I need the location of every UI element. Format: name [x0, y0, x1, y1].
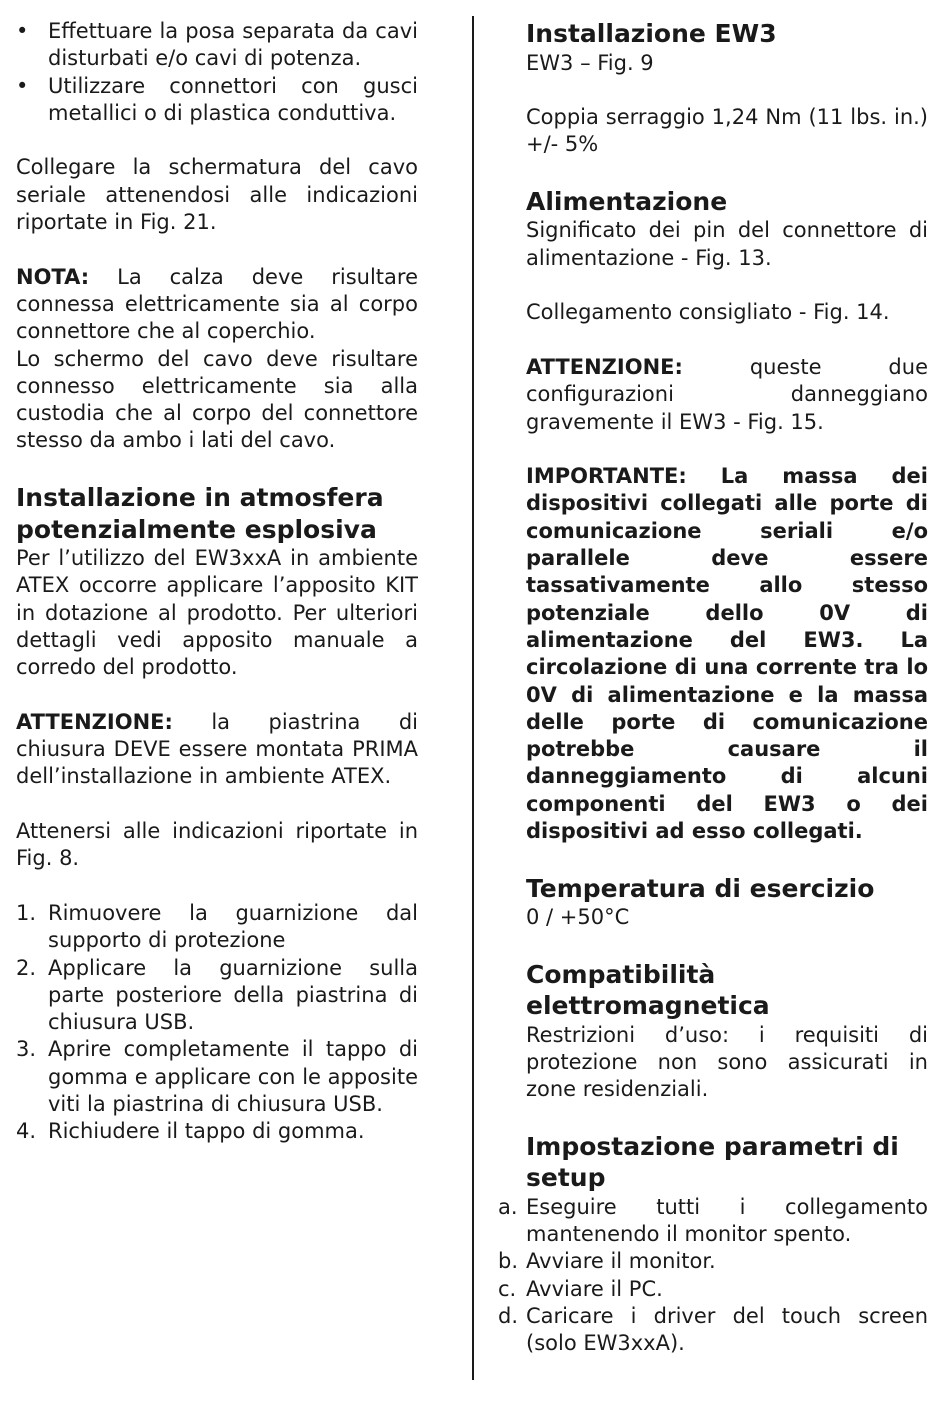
fig8-paragraph: Attenersi alle indicazioni riportate in Fig. 8.: [16, 819, 418, 871]
list-item: [16, 900, 418, 955]
attenzione-label: ATTENZIONE:: [526, 354, 683, 379]
bullet-icon: •: [16, 73, 29, 98]
step-text: Avviare il PC.: [526, 1276, 663, 1301]
temperature-value: 0 / +50°C: [526, 905, 630, 930]
bullet-icon: •: [16, 19, 29, 43]
step-marker: 3.: [16, 1037, 37, 1062]
heading-setup: Impostazione parametri di setup: [526, 1131, 899, 1193]
step-text: Applicare la guarnizione sulla parte posteriore della piastrina di chiusura USB.: [48, 955, 418, 1035]
step-text: Aprire completamente il tappo di gomma e applicare con le apposite viti la piastrina di chiusura USB.: [48, 1037, 418, 1116]
list-item: [16, 1118, 418, 1145]
shield-paragraph: Collegare la schermatura del cavo seriale attenendosi alle indicazioni riportate in Fig. 21.: [16, 155, 418, 235]
step-text: Richiudere il tappo di gomma.: [48, 1119, 365, 1144]
list-item: [16, 18, 418, 73]
atex-steps-list: [16, 900, 418, 1146]
important-label: IMPORTANTE:: [526, 464, 687, 489]
heading-temperature: Temperatura di esercizio: [526, 873, 875, 903]
setup-steps-list: [498, 1194, 928, 1358]
list-item: [498, 1303, 928, 1358]
step-text: Eseguire tutti i collegamento mantenendo il monitor spento.: [526, 1194, 928, 1247]
step-text: Avviare il monitor.: [526, 1249, 716, 1274]
attenzione-text: queste due configurazioni danneggiano gravemente il EW3 - Fig. 15.: [526, 354, 928, 434]
step-marker: d.: [498, 1304, 519, 1329]
heading-emc: Compatibilità elettromagnetica: [526, 959, 770, 1021]
attenzione-power-paragraph: [526, 354, 928, 436]
heading-ew3: Installazione EW3: [526, 19, 777, 48]
step-marker: 1.: [16, 900, 37, 925]
left-column: [16, 18, 418, 1146]
list-item: [16, 73, 418, 128]
step-marker: 4.: [16, 1119, 37, 1144]
list-item: [498, 1194, 928, 1249]
step-marker: b.: [498, 1249, 519, 1274]
heading-power: Alimentazione: [526, 186, 728, 216]
bullet-text: Effettuare la posa separata da cavi disturbati e/o cavi di potenza.: [48, 19, 418, 71]
important-text: La massa dei dispositivi collegati alle porte di comunicazione seriali e/o parallele deve essere tassativamente allo stesso potenziale dello 0V di alimentazione del EW3. La circolazione di una corrente tra lo 0V di alimentazione e la massa delle porte di comunicazione potrebbe causare il danneggiamento di alcuni componenti del EW3 o dei dispositivi ad esso collegati.: [526, 464, 928, 844]
list-item: [498, 1276, 928, 1303]
attenzione-label: ATTENZIONE:: [16, 709, 173, 734]
step-marker: 2.: [16, 955, 37, 980]
step-marker: a.: [498, 1194, 518, 1219]
list-item: [498, 1248, 928, 1275]
list-item: [16, 955, 418, 1037]
column-divider: [472, 16, 474, 1380]
torque-paragraph: Coppia serraggio 1,24 Nm (11 lbs. in.) +/- 5%: [526, 105, 928, 157]
ew3-fig-ref: EW3 – Fig. 9: [526, 50, 654, 75]
step-text: Rimuovere la guarnizione dal supporto di protezione: [48, 900, 418, 953]
power-pins-paragraph: Significato dei pin del connettore di alimentazione - Fig. 13.: [526, 218, 928, 270]
step-text: Caricare i driver del touch screen (solo EW3xxA).: [526, 1304, 928, 1356]
bullet-text: Utilizzare connettori con gusci metallici o di plastica conduttiva.: [48, 73, 418, 125]
right-column: [498, 18, 928, 1358]
attenzione-paragraph: [16, 709, 418, 791]
screen-paragraph: Lo schermo del cavo deve risultare connesso elettricamente sia alla custodia che al corpo del connettore stesso da ambo i lati del cavo.: [16, 346, 418, 453]
step-marker: c.: [498, 1276, 517, 1301]
emc-paragraph: Restrizioni d’uso: i requisiti di protezione non sono assicurati in zone residenziali.: [526, 1022, 928, 1102]
heading-atex: Installazione in atmosfera potenzialmente esplosiva: [16, 483, 384, 544]
nota-label: NOTA:: [16, 264, 90, 289]
cable-bullet-list: [16, 18, 418, 127]
list-item: [16, 1036, 418, 1118]
power-connection-paragraph: Collegamento consigliato - Fig. 14.: [526, 300, 890, 325]
attenzione-text: la piastrina di chiusura DEVE essere montata PRIMA dell’installazione in ambiente ATEX.: [16, 709, 418, 789]
important-paragraph: [526, 463, 928, 845]
nota-paragraph: [16, 264, 418, 346]
atex-paragraph: Per l’utilizzo del EW3xxA in ambiente ATEX occorre applicare l’apposito KIT in dotazione al prodotto. Per ulteriori dettagli vedi apposito manuale a corredo del prodotto.: [16, 546, 418, 680]
nota-text: La calza deve risultare connessa elettricamente sia al corpo connettore che al coperchio.: [16, 264, 418, 344]
